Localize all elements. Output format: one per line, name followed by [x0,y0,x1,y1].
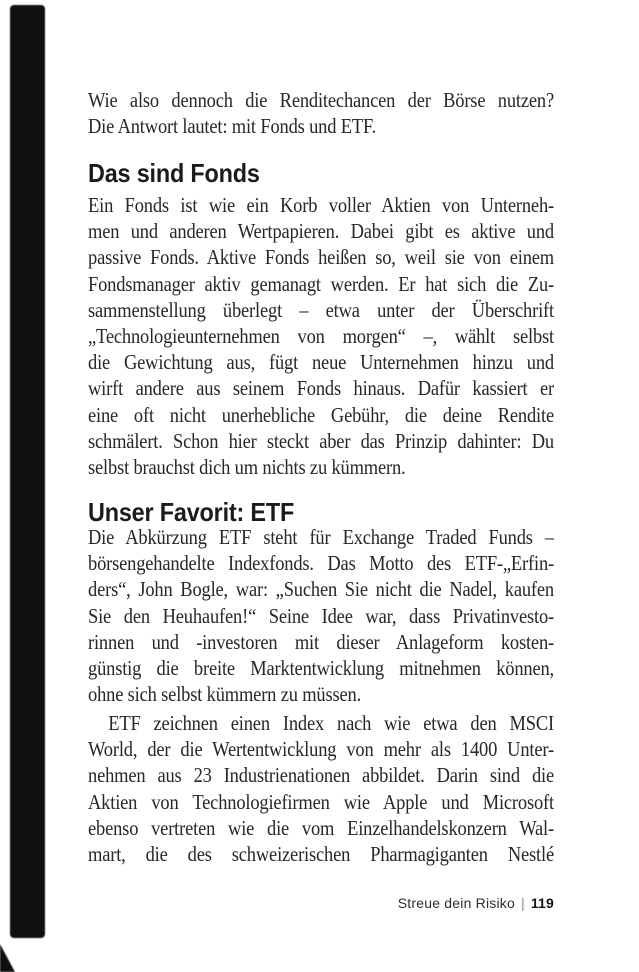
text-line: Aktien von Technologiefirmen wie Apple und Microsoft [88,789,555,814]
text-line: günstig die breite Marktentwicklung mitnehmen können, [88,656,555,681]
text-column [88,0,554,972]
text-line: nehmen aus 23 Industrienationen abbildet. Darin sind die [88,763,555,788]
scan-corner-mark [0,944,15,972]
page-footer [88,894,554,912]
text-line: World, der die Wertentwicklung von mehr als 1400 Unter- [88,737,555,762]
text-line: börsengehandelte Indexfonds. Das Motto des ETF-„Erfin- [88,551,555,576]
paragraph-etf-definition [88,524,554,707]
text-line: rinnen und -investoren mit dieser Anlageform kosten- [88,629,555,654]
text-line: ETF zeichnen einen Index nach wie etwa den MSCI [108,711,555,735]
text-line: sammenstellung überlegt – etwa unter der Überschrift [88,297,555,322]
text-line: ohne sich selbst kümmern zu müssen. [88,682,362,707]
text-line: ebenso vertreten wie die vom Einzelhandelskonzern Wal- [88,815,555,840]
running-footer-label: Streue dein Risiko [397,895,515,911]
text-line: ders“, John Bogle, war: „Suchen Sie nicht die Nadel, kaufen [88,577,555,602]
binding-shadow-bar [10,5,45,938]
section-heading-fonds-label: Das sind Fonds [88,158,260,188]
page-number: 119 [530,895,554,911]
text-line: „Technologieunternehmen von morgen“ –, wählt selbst [88,324,555,349]
section-heading-fonds [88,158,279,188]
footer-separator: | [520,895,525,911]
text-line: Die Antwort lautet: mit Fonds und ETF. [88,114,377,139]
section-heading-etf-label: Unser Favorit: ETF [88,497,295,527]
text-line: Die Abkürzung ETF steht für Exchange Traded Funds – [88,525,555,549]
text-line: wirft andere aus seinem Fonds hinaus. Dafür kassiert er [88,376,555,401]
text-line: Wie also dennoch die Renditechancen der Börse nutzen? [88,88,555,112]
paragraph-etf-index [88,710,554,867]
intro-paragraph [88,87,554,139]
text-line: Sie den Heuhaufen!“ Seine Idee war, dass Privatinvesto- [88,603,555,628]
text-line: schmälert. Schon hier steckt aber das Prinzip dahinter: Du [88,428,555,453]
section-heading-etf [88,497,317,527]
text-line: selbst brauchst dich um nichts zu kümmern. [88,455,406,480]
text-line: Fondsmanager aktiv gemanagt werden. Er hat sich die Zu- [88,271,555,296]
paragraph-das-sind-fonds [88,192,554,480]
text-line: passive Fonds. Aktive Fonds heißen so, weil sie von einem [88,245,555,270]
text-line: mart, die des schweizerischen Pharmagiganten Nestlé [88,842,555,867]
text-line: die Gewichtung aus, fügt neue Unternehmen hinzu und [88,350,555,375]
text-line: men und anderen Wertpapieren. Dabei gibt es aktive und [88,219,555,244]
text-line: eine oft nicht unerhebliche Gebühr, die deine Rendite [88,402,555,427]
text-line: Ein Fonds ist wie ein Korb voller Aktien von Unterneh- [88,193,555,217]
